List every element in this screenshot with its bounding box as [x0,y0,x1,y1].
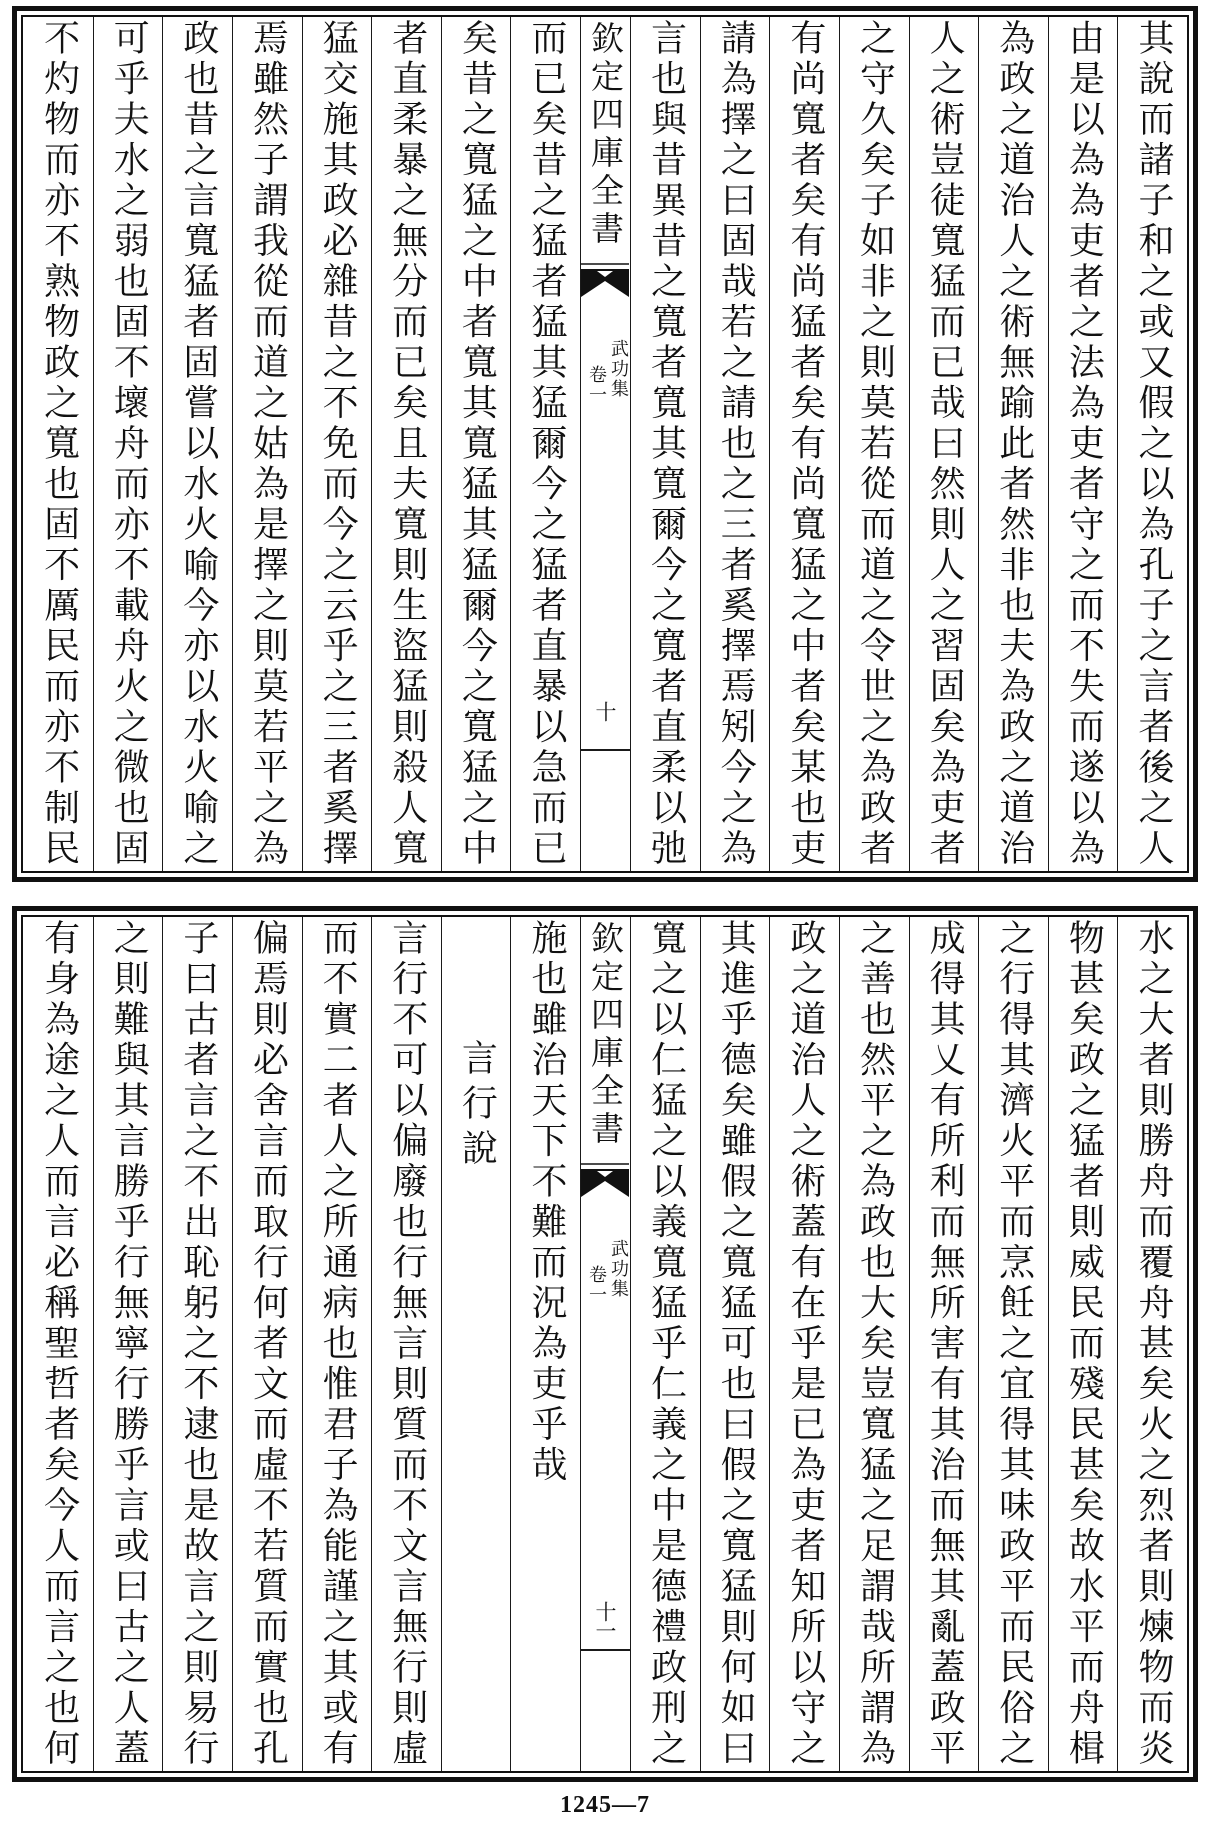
text-column: 之行得其濟火平而烹飪之宜得其味政平而民俗之 [978,917,1048,1771]
text-column: 之則難與其言勝乎行無寧行勝乎言或曰古之人蓋 [93,917,163,1771]
text-column: 猛交施其政必雜昔之不免而今之云乎之三者奚擇 [302,17,372,871]
text-column: 子曰古者言之不出恥躬之不逮也是故言之則易行 [162,917,232,1771]
text-column: 政之道治人之術蓋有在乎是已為吏者知所以守之 [769,917,839,1771]
text-column: 偏焉則必舍言而取行何者文而虛不若質而實也孔 [232,917,302,1771]
text-column: 其進乎德矣雖假之寬猛可也曰假之寬猛則何如曰 [700,917,770,1771]
text-column: 而不實二者人之所通病也惟君子為能謹之其或有 [302,917,372,1771]
page-number: 十一 [593,1601,617,1639]
text-column: 有身為途之人而言必稱聖哲者矣今人而言之也何 [38,919,80,1770]
text-column: 成得其乂有所利而無所害有其治而無其亂蓋政平 [909,917,979,1771]
fold-rule [581,1649,630,1651]
text-column: 之守久矣子如非之則莫若從而道之令世之為政者 [839,17,909,871]
fold-column [580,17,630,871]
text-column: 人之術豈徒寬猛而已哉曰然則人之習固矣為吏者 [909,17,979,871]
column-row [23,917,1187,1771]
text-column: 言也與昔異昔之寬者寬其寬爾今之寬者直柔以弛 [630,17,700,871]
section-title: 言行說 [441,917,511,1771]
volume-label: 卷一 [586,365,607,405]
inner-frame [21,915,1189,1773]
collection-title: 武功集 [608,339,629,399]
book-header: 欽定四庫全書 [586,21,625,249]
text-column: 者直柔暴之無分而已矣且夫寬則生盜猛則殺人寬 [371,17,441,871]
fishtail-mark-icon [581,1163,629,1201]
text-column: 不灼物而亦不熟物政之寬也固不厲民而亦不制民 [38,19,80,870]
inner-frame [21,15,1189,873]
text-column: 為政之道治人之術無踰此者然非也夫為政之道治 [978,17,1048,871]
page-panel-top [12,6,1198,882]
page-panel-bottom [12,906,1198,1782]
collection-title: 武功集 [608,1239,629,1299]
fishtail-mark-icon [581,263,629,301]
page-number: 十 [593,701,617,720]
text-column: 言行不可以偏廢也行無言則質而不文言無行則虛 [371,917,441,1771]
text-column: 由是以為為吏者之法為吏者守之而不失而遂以為 [1048,17,1118,871]
text-column: 而已矣昔之猛者猛其猛爾今之猛者直暴以急而已 [510,17,580,871]
page-code: 1245—7 [560,1792,650,1818]
text-column: 矣昔之寬猛之中者寬其寬猛其猛爾今之寬猛之中 [441,17,511,871]
text-column: 水之大者則勝舟而覆舟甚矣火之烈者則煉物而炎 [1117,917,1187,1771]
volume-label: 卷一 [586,1265,607,1305]
text-column: 其說而諸子和之或又假之以為孔子之言者後之人 [1117,17,1187,871]
text-column: 施也雖治天下不難而況為吏乎哉 [510,917,580,1771]
text-column: 政也昔之言寬猛者固嘗以水火喻今亦以水火喻之 [162,17,232,871]
fold-column [580,917,630,1771]
text-column: 可乎夫水之弱也固不壞舟而亦不載舟火之微也固 [93,17,163,871]
text-column: 焉雖然子謂我從而道之姑為是擇之則莫若平之為 [232,17,302,871]
text-column: 之善也然平之為政也大矣豈寬猛之足謂哉所謂為 [839,917,909,1771]
fold-rule [581,749,630,751]
book-header: 欽定四庫全書 [586,921,625,1149]
text-column: 請為擇之曰固哉若之請也之三者奚擇焉矧今之為 [700,17,770,871]
text-column: 寬之以仁猛之以義寬猛乎仁義之中是德禮政刑之 [630,917,700,1771]
text-column: 物甚矣政之猛者則威民而殘民甚矣故水平而舟楫 [1048,917,1118,1771]
text-column: 有尚寬者矣有尚猛者矣有尚寬猛之中者矣某也吏 [769,17,839,871]
column-row [23,17,1187,871]
